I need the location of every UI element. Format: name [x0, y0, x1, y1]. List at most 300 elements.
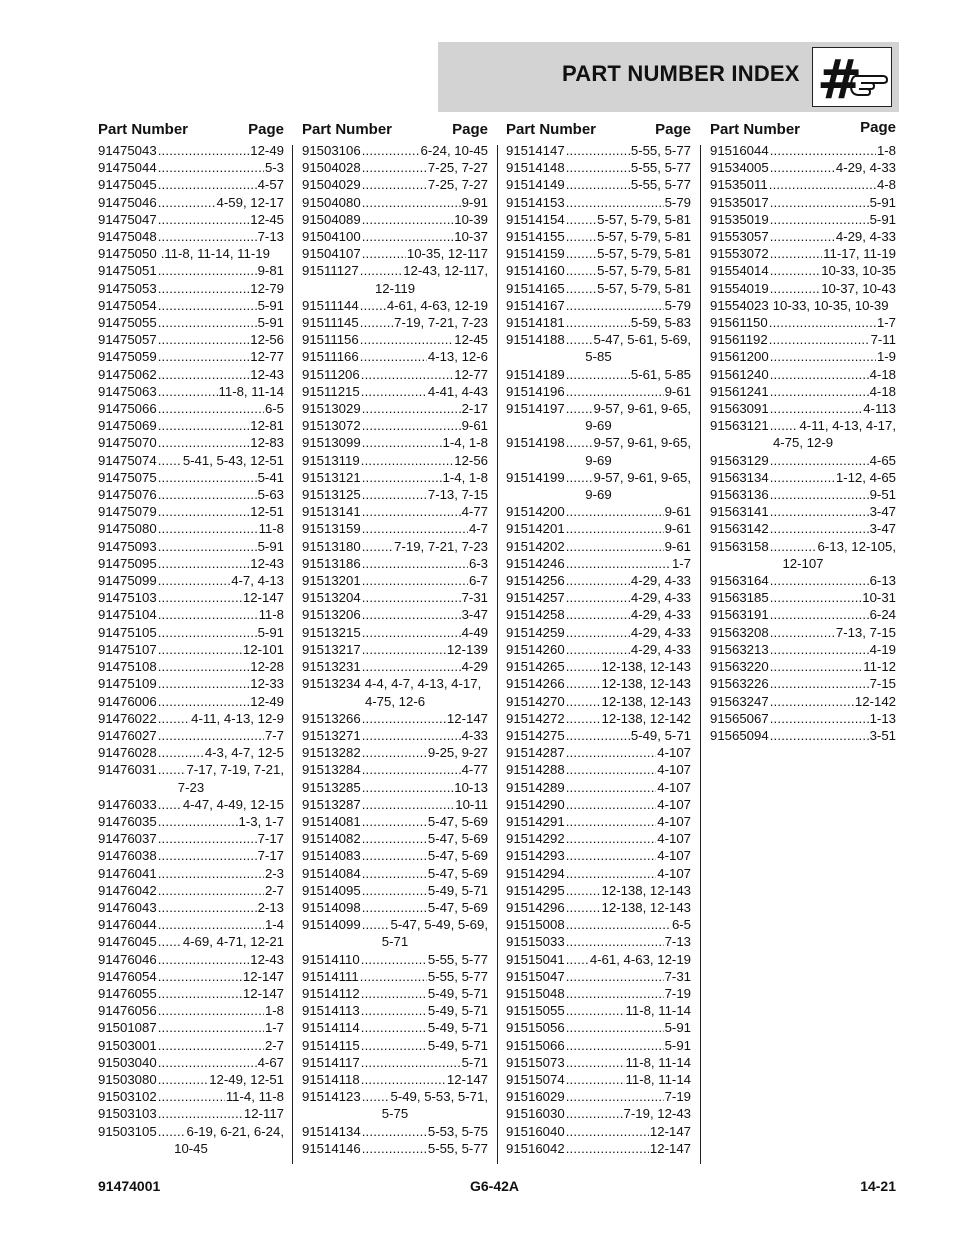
part-number: 91554023	[710, 297, 769, 313]
page-reference: 4-113	[863, 401, 896, 417]
page-reference: 4-107	[657, 796, 691, 812]
dot-leader	[770, 486, 869, 503]
page-reference: 6-3	[468, 555, 488, 571]
header-band	[438, 42, 899, 112]
part-number: 91513271	[302, 727, 361, 743]
dot-leader	[566, 1054, 625, 1071]
dot-leader	[566, 1140, 649, 1157]
index-entry	[302, 434, 488, 451]
dot-leader	[158, 847, 257, 864]
part-number: 91514095	[302, 882, 361, 898]
dot-leader	[566, 366, 630, 383]
page-reference: 12-147	[242, 968, 284, 984]
part-number: 91511215	[302, 383, 360, 399]
page-reference: 9-61	[664, 504, 691, 520]
index-entry	[98, 589, 284, 606]
page-reference: 4-57	[257, 177, 284, 193]
column-header	[302, 118, 488, 142]
part-number: 91513204	[302, 590, 361, 606]
part-number: 91513119	[302, 452, 360, 468]
dot-leader	[158, 744, 204, 761]
part-number: 91514114	[302, 1020, 360, 1036]
part-number: 91475051	[98, 263, 157, 279]
page-reference: 12-138, 12-143	[601, 899, 691, 915]
page-reference: 3-47	[869, 521, 896, 537]
index-entry	[98, 280, 284, 297]
part-number: 91535017	[710, 194, 769, 210]
dot-leader	[362, 159, 427, 176]
dot-leader	[158, 830, 257, 847]
index-entry	[98, 520, 284, 537]
part-number: 91476043	[98, 899, 157, 915]
page-reference: 7-25, 7-27	[427, 160, 488, 176]
page-reference: 7-19, 7-21, 7-23	[394, 538, 488, 554]
part-number: 91514202	[506, 538, 565, 554]
dot-leader	[361, 1037, 427, 1054]
dot-leader	[566, 968, 664, 985]
page-reference: 2-7	[264, 1037, 284, 1053]
index-entry	[302, 1071, 488, 1088]
part-number-header: Part Number	[302, 121, 393, 138]
part-number: 91514265	[506, 659, 565, 675]
index-entry	[98, 452, 284, 469]
part-number: 91554019	[710, 280, 769, 296]
dot-leader	[770, 606, 869, 623]
dot-leader	[360, 314, 393, 331]
page-reference: 1-7	[671, 555, 691, 571]
index-entry	[98, 503, 284, 520]
index-entry	[302, 538, 488, 555]
page-reference: 4-4, 4-7, 4-13, 4-17,	[364, 676, 482, 692]
index-entry	[506, 572, 691, 589]
dot-leader	[361, 1071, 446, 1088]
dot-leader	[158, 555, 250, 572]
index-entry	[710, 176, 896, 193]
index-entry	[302, 417, 488, 434]
dot-leader	[566, 520, 664, 537]
index-entry	[506, 245, 691, 262]
index-entry	[302, 641, 488, 658]
dot-leader	[566, 693, 601, 710]
dot-leader	[362, 727, 461, 744]
dot-leader	[158, 882, 264, 899]
part-number: 91514099	[302, 917, 361, 933]
index-entry	[506, 400, 691, 417]
page-reference: 12-147	[242, 590, 284, 606]
index-entry	[710, 589, 896, 606]
index-entry	[710, 469, 896, 486]
part-number: 91514289	[506, 779, 565, 795]
page-reference-continuation: 5-71	[381, 934, 409, 950]
index-entry	[98, 658, 284, 675]
index-entry	[98, 606, 284, 623]
page-reference: 5-57, 5-79, 5-81	[597, 246, 691, 262]
page-reference: 5-91	[257, 315, 284, 331]
dot-leader	[566, 1002, 625, 1019]
index-entry	[302, 469, 488, 486]
page-reference: 2-17	[461, 401, 488, 417]
dot-leader	[158, 434, 250, 451]
page-reference-continuation: 12-119	[374, 280, 416, 296]
index-entry	[710, 572, 896, 589]
part-number: 91476044	[98, 917, 157, 933]
page-reference: 6-5	[671, 917, 691, 933]
column-divider	[292, 145, 293, 1164]
index-column	[302, 118, 488, 1157]
part-number: 91513125	[302, 487, 361, 503]
index-entry	[302, 142, 488, 159]
page-reference: 9-81	[257, 263, 284, 279]
dot-leader	[361, 383, 427, 400]
part-number: 91514134	[302, 1123, 361, 1139]
page-reference: 5-3	[264, 160, 284, 176]
part-number: 91515047	[506, 968, 565, 984]
index-entry	[302, 865, 488, 882]
part-number: 91511145	[302, 315, 359, 331]
index-entry	[506, 434, 691, 451]
page-reference: 12-138, 12-143	[601, 693, 691, 709]
part-number: 91514148	[506, 160, 565, 176]
dot-leader	[566, 865, 657, 882]
index-entry	[302, 589, 488, 606]
dot-leader	[362, 744, 427, 761]
index-entry	[506, 761, 691, 778]
dot-leader	[158, 1037, 264, 1054]
dot-leader	[158, 1002, 264, 1019]
index-entry	[98, 486, 284, 503]
dot-leader	[361, 1002, 427, 1019]
page-reference: 11-17, 11-19	[823, 246, 896, 262]
page-reference: 4-18	[869, 383, 896, 399]
part-number: 91513180	[302, 538, 361, 554]
index-entry	[506, 555, 691, 572]
part-number: 91563208	[710, 624, 769, 640]
page-reference: 12-43, 12-117,	[403, 263, 488, 279]
index-entry	[98, 538, 284, 555]
hash-pointing-hand-icon	[812, 47, 892, 107]
part-number: 91513282	[302, 745, 361, 761]
dot-leader	[566, 331, 593, 348]
dot-leader	[158, 968, 242, 985]
part-number: 91563247	[710, 693, 769, 709]
page-reference: 5-79	[664, 297, 691, 313]
page-reference: 10-37	[454, 229, 488, 245]
index-entry	[98, 710, 284, 727]
dot-leader	[770, 142, 876, 159]
page-reference: 12-79	[250, 280, 284, 296]
page-reference: 5-55, 5-77	[427, 1140, 488, 1156]
part-number: 91501087	[98, 1020, 157, 1036]
dot-leader	[362, 486, 427, 503]
index-entry	[302, 710, 488, 727]
dot-leader	[362, 142, 420, 159]
index-entry	[506, 744, 691, 761]
page-reference: 1-8	[264, 1003, 284, 1019]
index-entry	[98, 1002, 284, 1019]
dot-leader	[158, 314, 257, 331]
page-reference-continuation: 9-69	[585, 452, 612, 468]
index-entry	[710, 400, 896, 417]
part-number: 91515055	[506, 1003, 565, 1019]
dot-leader	[158, 727, 264, 744]
index-entry	[98, 1105, 284, 1122]
page-reference: 12-45	[454, 332, 488, 348]
index-entry	[710, 245, 896, 262]
index-entry	[302, 366, 488, 383]
dot-leader	[769, 176, 876, 193]
part-number: 91561241	[710, 383, 769, 399]
page-reference: 4-41, 4-43	[427, 383, 488, 399]
dot-leader	[158, 520, 258, 537]
index-entry	[710, 142, 896, 159]
page-reference: 5-91	[664, 1020, 691, 1036]
part-number: 91514147	[506, 143, 565, 158]
dot-leader	[362, 520, 468, 537]
part-number: 91514188	[506, 332, 565, 348]
part-number: 91511166	[302, 349, 359, 365]
index-entry	[710, 641, 896, 658]
dot-leader	[362, 538, 393, 555]
part-number: 91563129	[710, 452, 769, 468]
page-reference: 4-77	[461, 762, 488, 778]
footer-model: G6-42A	[470, 1178, 520, 1194]
index-entry	[302, 1002, 488, 1019]
page-reference: 12-49, 12-51	[209, 1071, 284, 1087]
page-reference: 7-19, 7-21, 7-23	[394, 315, 488, 331]
part-number: 91514197	[506, 401, 565, 417]
index-entry	[506, 796, 691, 813]
page-reference: 10-31	[862, 590, 896, 606]
dot-leader	[158, 297, 257, 314]
footer-document-number: 91474001	[98, 1178, 161, 1194]
page-header: Page	[248, 121, 284, 138]
part-number: 91513121	[302, 469, 361, 485]
index-entry	[302, 348, 488, 365]
index-entry	[98, 176, 284, 193]
dot-leader	[566, 211, 596, 228]
page-reference: 12-56	[250, 332, 284, 348]
dot-leader	[566, 142, 630, 159]
index-entry	[506, 211, 691, 228]
dot-leader	[158, 331, 250, 348]
page-reference: 12-138, 12-142	[601, 710, 691, 726]
dot-leader	[362, 710, 446, 727]
index-entry	[98, 417, 284, 434]
part-number: 91514256	[506, 573, 565, 589]
index-entry	[98, 1123, 284, 1140]
index-entry	[506, 985, 691, 1002]
page-reference: 12-138, 12-143	[601, 659, 691, 675]
page-reference: 4-11, 4-13, 12-9	[191, 710, 284, 726]
part-number: 91513215	[302, 624, 361, 640]
index-entry	[302, 968, 488, 985]
dot-leader	[362, 658, 461, 675]
dot-leader	[362, 882, 427, 899]
page-reference-continuation: 9-69	[585, 418, 612, 434]
page-reference-continuation: 12-107	[782, 555, 824, 571]
dot-leader	[770, 641, 869, 658]
index-entry	[710, 280, 896, 297]
page-reference: 11-12	[863, 659, 896, 675]
dot-leader	[770, 710, 869, 727]
dot-leader	[158, 710, 190, 727]
index-rows	[710, 142, 896, 744]
page-reference: 5-91	[869, 211, 896, 227]
part-number: 91504100	[302, 229, 361, 245]
part-number: 91514153	[506, 194, 565, 210]
index-entry	[98, 262, 284, 279]
index-entry	[302, 951, 488, 968]
footer-page-number: 14-21	[860, 1178, 896, 1194]
dot-leader	[566, 194, 664, 211]
index-entry	[98, 951, 284, 968]
dot-leader	[770, 675, 869, 692]
index-entry	[710, 520, 896, 537]
part-number: 91476038	[98, 848, 157, 864]
page-reference: 12-83	[250, 435, 284, 451]
part-number: 91515008	[506, 917, 565, 933]
index-entry	[710, 348, 896, 365]
page-reference-continuation: 5-85	[585, 349, 612, 365]
dot-leader	[566, 572, 630, 589]
page-reference: 1-4, 1-8	[442, 435, 488, 451]
index-entry	[710, 486, 896, 503]
dot-leader	[566, 297, 664, 314]
dot-leader	[566, 899, 601, 916]
dot-leader	[566, 813, 657, 830]
part-number: 91511156	[302, 332, 359, 348]
page-reference: 7-31	[664, 968, 691, 984]
part-number: 91561200	[710, 349, 769, 365]
part-number: 91563226	[710, 676, 769, 692]
part-number: 91511206	[302, 366, 360, 382]
dot-leader	[158, 693, 250, 710]
part-number: 91516040	[506, 1123, 565, 1139]
index-entry	[710, 624, 896, 641]
part-number: 91476006	[98, 693, 157, 709]
index-entry	[302, 211, 488, 228]
page-reference: 4-7	[468, 521, 488, 537]
dot-leader	[769, 331, 870, 348]
part-number-header: Part Number	[506, 121, 597, 138]
dot-leader	[566, 280, 596, 297]
page-reference: 5-91	[869, 194, 896, 210]
dot-leader	[362, 194, 461, 211]
part-number: 91503040	[98, 1054, 157, 1070]
part-number: 91514149	[506, 177, 565, 193]
part-number: 91514083	[302, 848, 361, 864]
part-number: 91476028	[98, 745, 157, 761]
index-entry	[302, 916, 488, 933]
index-entry	[302, 572, 488, 589]
index-entry	[506, 469, 691, 486]
dot-leader	[566, 469, 593, 486]
part-number: 91476056	[98, 1003, 157, 1019]
page-reference: 1-7	[876, 315, 896, 331]
page-reference: 2-3	[264, 865, 284, 881]
index-entry	[506, 624, 691, 641]
part-number: 91514110	[302, 951, 360, 967]
dot-leader	[566, 434, 593, 451]
index-entry	[710, 331, 896, 348]
page-reference: 4-7, 4-13	[231, 573, 284, 589]
part-number: 91514181	[506, 315, 565, 331]
dot-leader	[362, 1088, 390, 1105]
column-header	[98, 118, 284, 142]
page-reference: 9-61	[461, 418, 488, 434]
index-entry	[98, 916, 284, 933]
dot-leader	[362, 1140, 427, 1157]
page-reference: 5-49, 5-71	[427, 1037, 488, 1053]
index-entry	[98, 968, 284, 985]
part-number: 91514098	[302, 899, 361, 915]
part-number: 91563136	[710, 487, 769, 503]
page-reference: 10-35, 12-117	[406, 246, 488, 262]
index-entry	[710, 159, 896, 176]
part-number: 91475069	[98, 418, 157, 434]
index-entry	[302, 297, 488, 314]
dot-leader	[566, 1019, 664, 1036]
page-reference-continuation: 4-75, 12-9	[772, 435, 834, 451]
part-number: 91563158	[710, 538, 769, 554]
part-number: 91504080	[302, 194, 361, 210]
part-number: 91515066	[506, 1037, 565, 1053]
index-entry	[302, 830, 488, 847]
page-reference: 7-13, 7-15	[835, 624, 896, 640]
part-number: 91476055	[98, 985, 157, 1001]
dot-leader	[158, 951, 250, 968]
index-entry	[710, 452, 896, 469]
part-number: 91514266	[506, 676, 565, 692]
dot-leader	[158, 606, 258, 623]
page-reference: 5-49, 5-71	[427, 1020, 488, 1036]
index-entry	[710, 314, 896, 331]
dot-leader	[362, 1123, 427, 1140]
page-reference: 12-77	[454, 366, 488, 382]
index-entry	[302, 1123, 488, 1140]
page-reference: 9-61	[664, 521, 691, 537]
page-reference: 12-45	[250, 211, 284, 227]
index-entry	[710, 675, 896, 692]
part-number: 91513141	[302, 504, 361, 520]
dot-leader	[158, 280, 250, 297]
part-number: 91514290	[506, 796, 565, 812]
index-entry	[710, 228, 896, 245]
index-entry	[302, 606, 488, 623]
dot-leader	[566, 159, 630, 176]
index-entry	[98, 366, 284, 383]
part-number: 91516030	[506, 1106, 565, 1122]
index-entry	[506, 813, 691, 830]
page-reference: 9-61	[664, 538, 691, 554]
page-reference: 12-77	[250, 349, 284, 365]
index-entry	[506, 865, 691, 882]
dot-leader	[361, 366, 454, 383]
part-number: 91475062	[98, 366, 157, 382]
page-reference: 5-57, 5-79, 5-81	[597, 280, 691, 296]
part-number: 91563220	[710, 659, 769, 675]
page-reference: 4-67	[257, 1054, 284, 1070]
dot-leader	[770, 262, 821, 279]
index-entry	[710, 297, 896, 314]
page-reference: 9-57, 9-61, 9-65,	[593, 401, 691, 417]
page-reference: 5-55, 5-77	[630, 143, 691, 158]
index-entry	[302, 744, 488, 761]
page-reference: 5-91	[257, 624, 284, 640]
part-number: 91475075	[98, 469, 157, 485]
page-reference: 12-117	[243, 1106, 284, 1122]
part-number: 91513099	[302, 435, 361, 451]
